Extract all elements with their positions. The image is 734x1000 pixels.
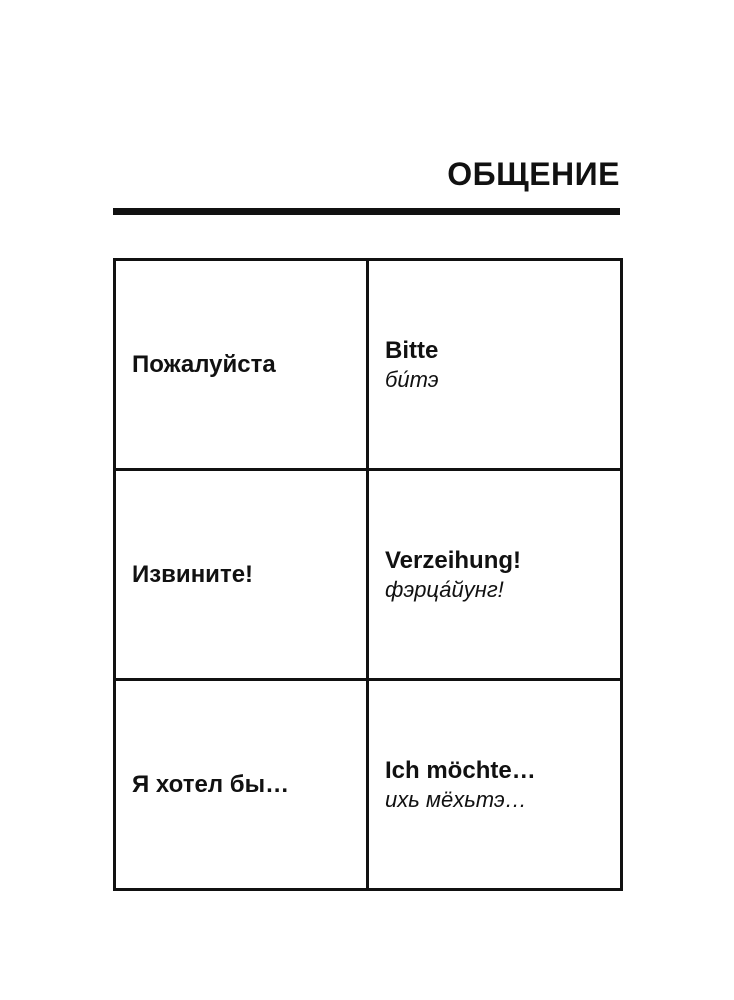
pronunciation: би́тэ [385,366,439,392]
russian-phrase: Пожалуйста [132,350,276,378]
russian-cell [115,470,368,680]
german-phrase: Bitte [385,336,439,364]
russian-phrase: Извините! [132,560,254,588]
russian-phrase: Я хотел бы… [132,770,290,798]
page-title: ОБЩЕНИЕ [447,156,620,192]
russian-cell [115,260,368,470]
phrase-row [115,470,622,680]
russian-cell [115,680,368,890]
german-cell [368,680,622,890]
phrase-row [115,680,622,890]
phrase-table [113,258,623,891]
german-phrase: Ich möchte… [385,756,536,784]
german-cell [368,470,622,680]
pronunciation: фэрца́йунг! [385,576,504,602]
title-underline [113,208,620,215]
pronunciation: ихь мёхьтэ… [385,786,527,812]
phrase-row [115,260,622,470]
german-phrase: Verzeihung! [385,546,522,574]
german-cell [368,260,622,470]
